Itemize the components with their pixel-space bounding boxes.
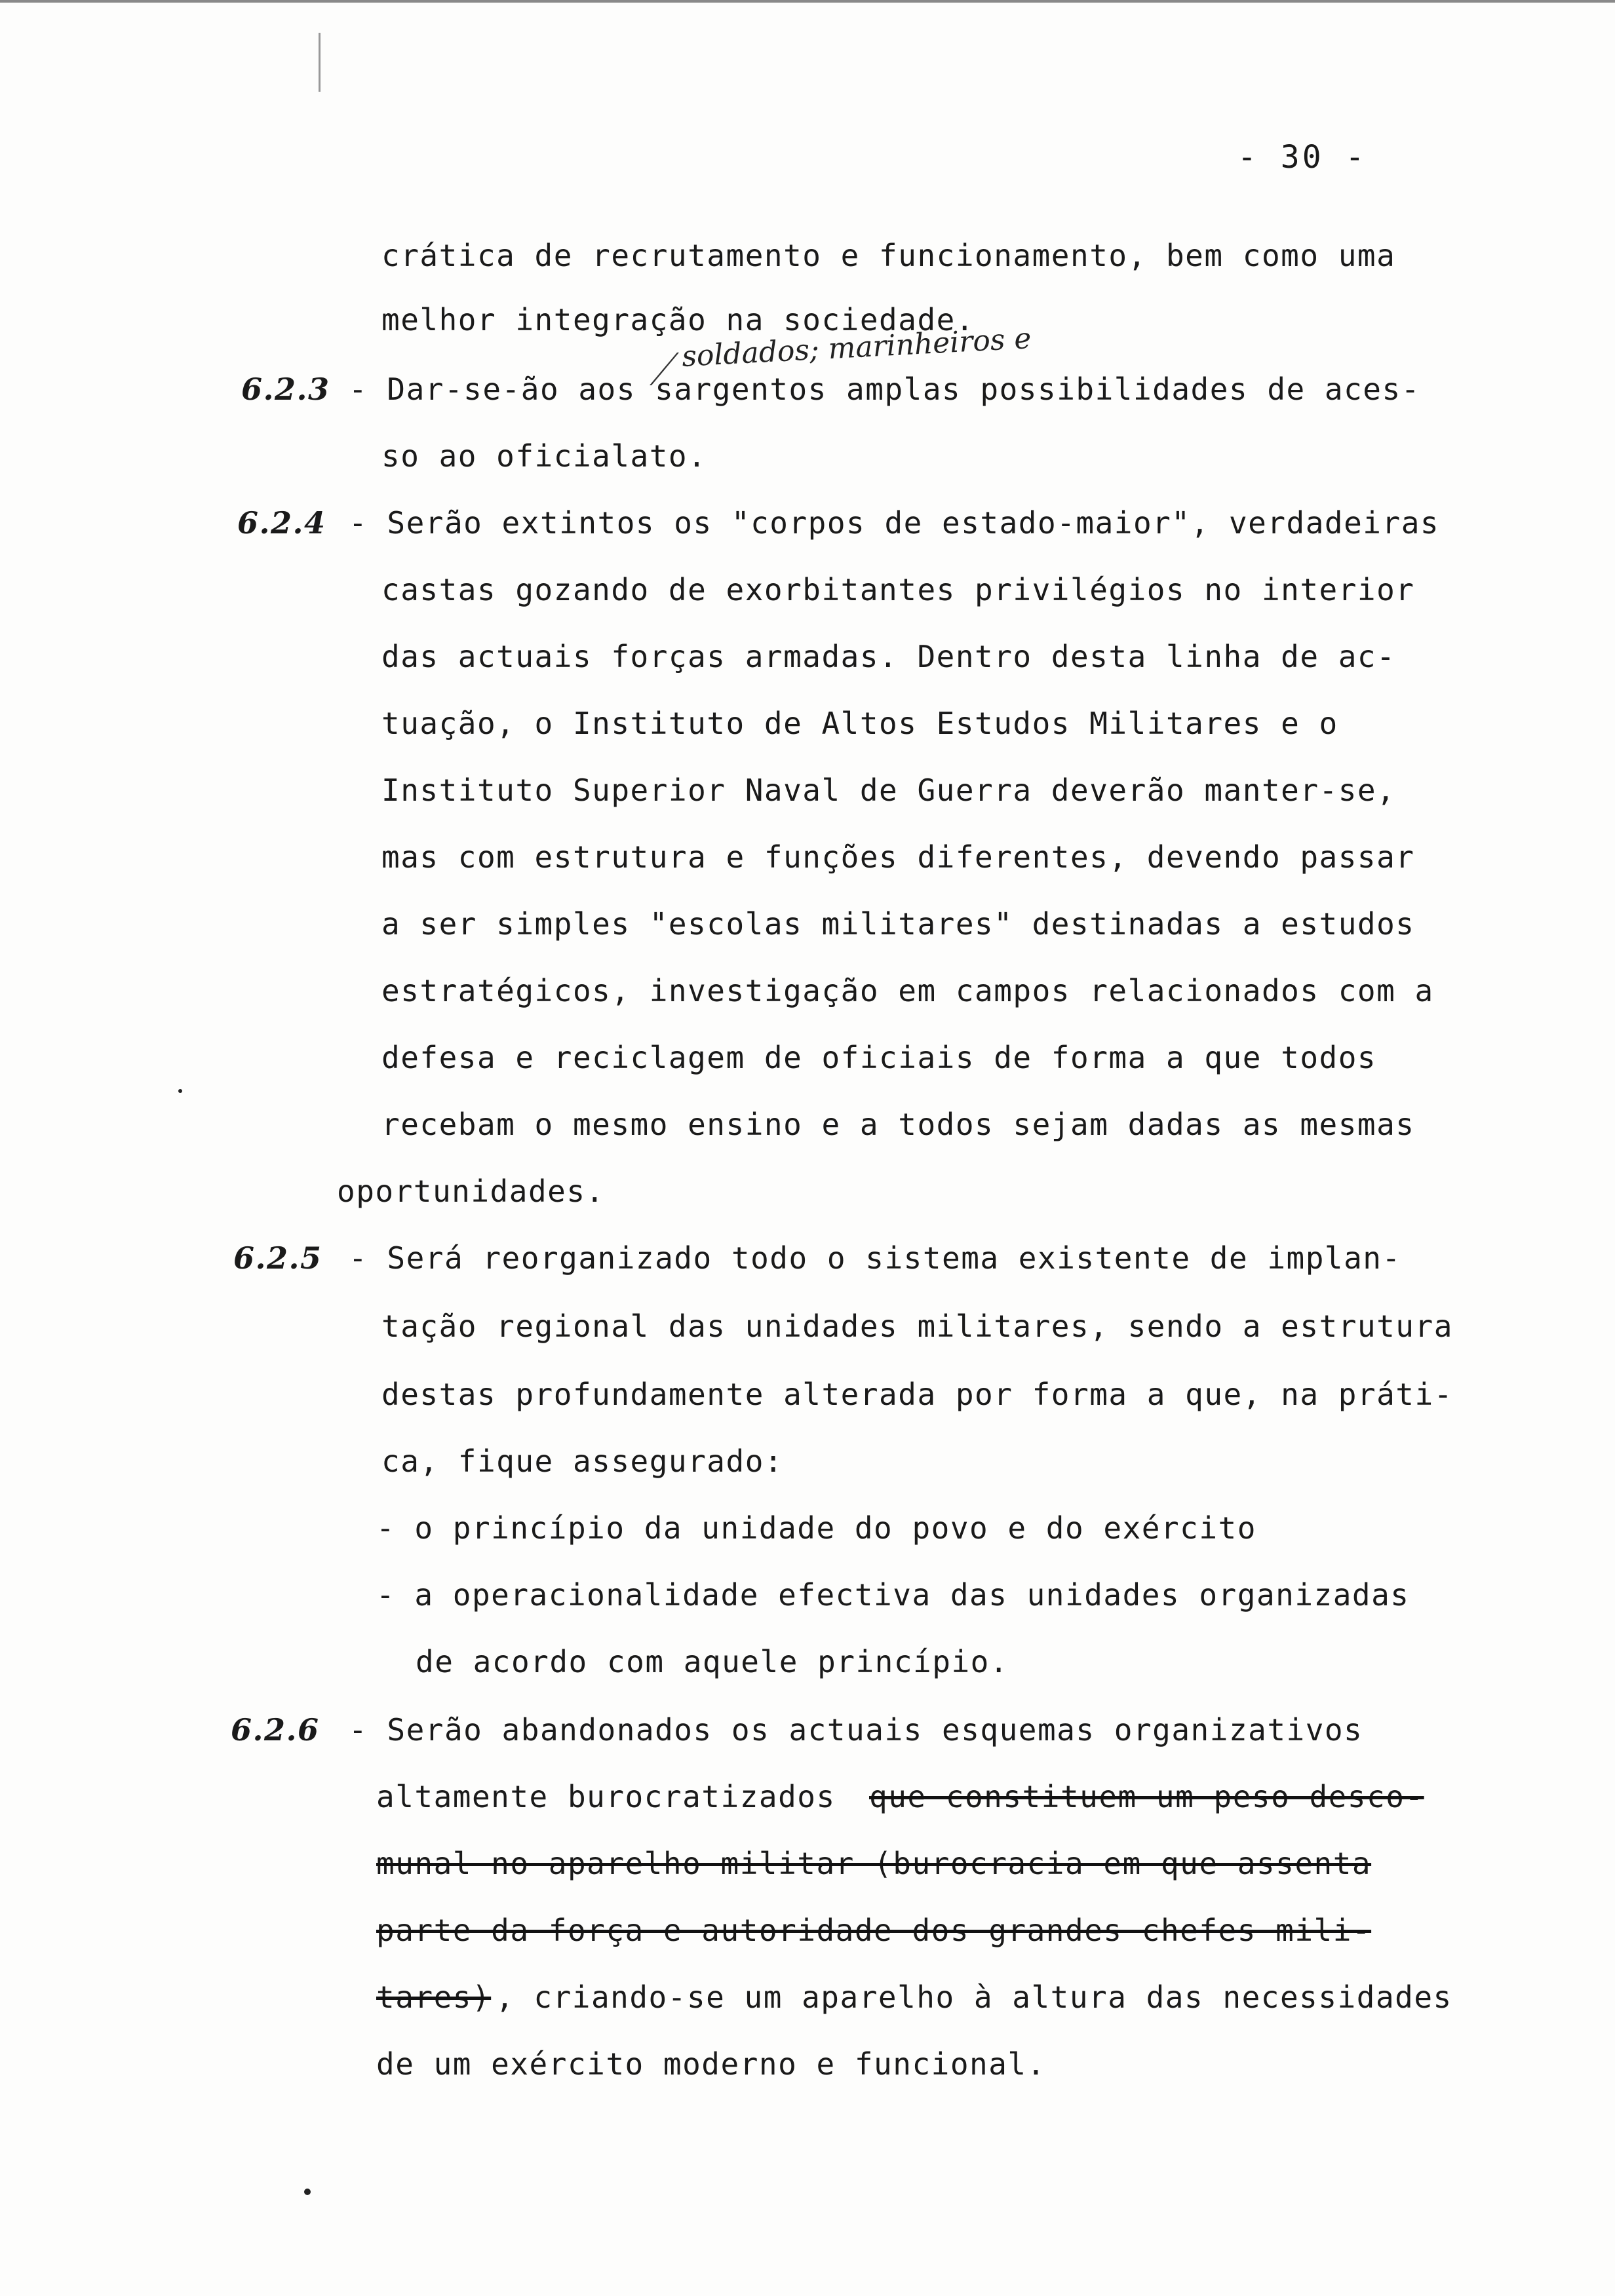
text-line: estratégicos, investigação em campos relacionados com a [381,973,1434,1008]
text-line: - Serão abandonados os actuais esquemas organizativos [349,1712,1363,1748]
text-line: melhor integração na sociedade. [381,302,975,337]
struck-text: munal no aparelho militar (burocracia em que assenta [376,1846,1372,1881]
text-line: so ao oficialato. [381,438,707,474]
text-line: defesa e reciclagem de oficiais de forma a que todos [381,1040,1377,1075]
struck-text: tares) [376,1980,492,2015]
section-number: 6.2.5 [233,1240,322,1276]
text-line: de acordo com aquele princípio. [416,1644,1009,1679]
text-line: oportunidades. [337,1174,605,1209]
margin-mark [319,33,321,92]
section-number: 6.2.3 [241,372,330,407]
text-line: Instituto Superior Naval de Guerra deverão manter-se, [381,773,1396,808]
text-line: destas profundamente alterada por forma a que, na práti- [381,1377,1453,1412]
text-line: a ser simples "escolas militares" destinadas a estudos [381,906,1415,942]
text-line: recebam o mesmo ensino e a todos sejam dadas as mesmas [381,1107,1415,1142]
text-line: crática de recrutamento e funcionamento, bem como uma [381,238,1396,273]
text-line: de um exército moderno e funcional. [376,2046,1046,2082]
page-number: - 30 - [1237,139,1367,176]
text-line: - Será reorganizado todo o sistema existente de implan- [349,1240,1401,1276]
speck [178,1089,182,1093]
text-line: - Serão extintos os "corpos de estado-maior", verdadeiras [349,505,1440,541]
text-line: das actuais forças armadas. Dentro desta linha de ac- [381,639,1396,674]
text-line: , criando-se um aparelho à altura das necessidades [496,1980,1452,2015]
text-line: tação regional das unidades militares, sendo a estrutura [381,1309,1453,1344]
text-line: altamente burocratizados [376,1779,836,1814]
text-line: castas gozando de exorbitantes privilégios no interior [381,572,1415,607]
struck-text: parte da força e autoridade dos grandes chefes mili- [376,1913,1372,1948]
speck [304,2189,311,2195]
handwritten-note: soldados; marinheiros e [681,322,1032,373]
section-number: 6.2.4 [237,505,326,541]
top-border [0,0,1615,3]
text-line: - Dar-se-ão aos sargentos amplas possibilidades de aces- [349,372,1420,407]
struck-text: que constituem um peso desco- [869,1779,1424,1814]
section-number: 6.2.6 [231,1712,320,1748]
text-line: ca, fique assegurado: [381,1444,784,1479]
text-line: tuação, o Instituto de Altos Estudos Militares e o [381,706,1338,741]
bullet-line: - o princípio da unidade do povo e do exército [376,1510,1256,1546]
text-line: mas com estrutura e funções diferentes, devendo passar [381,839,1415,875]
bullet-line: - a operacionalidade efectiva das unidades organizadas [376,1577,1410,1613]
